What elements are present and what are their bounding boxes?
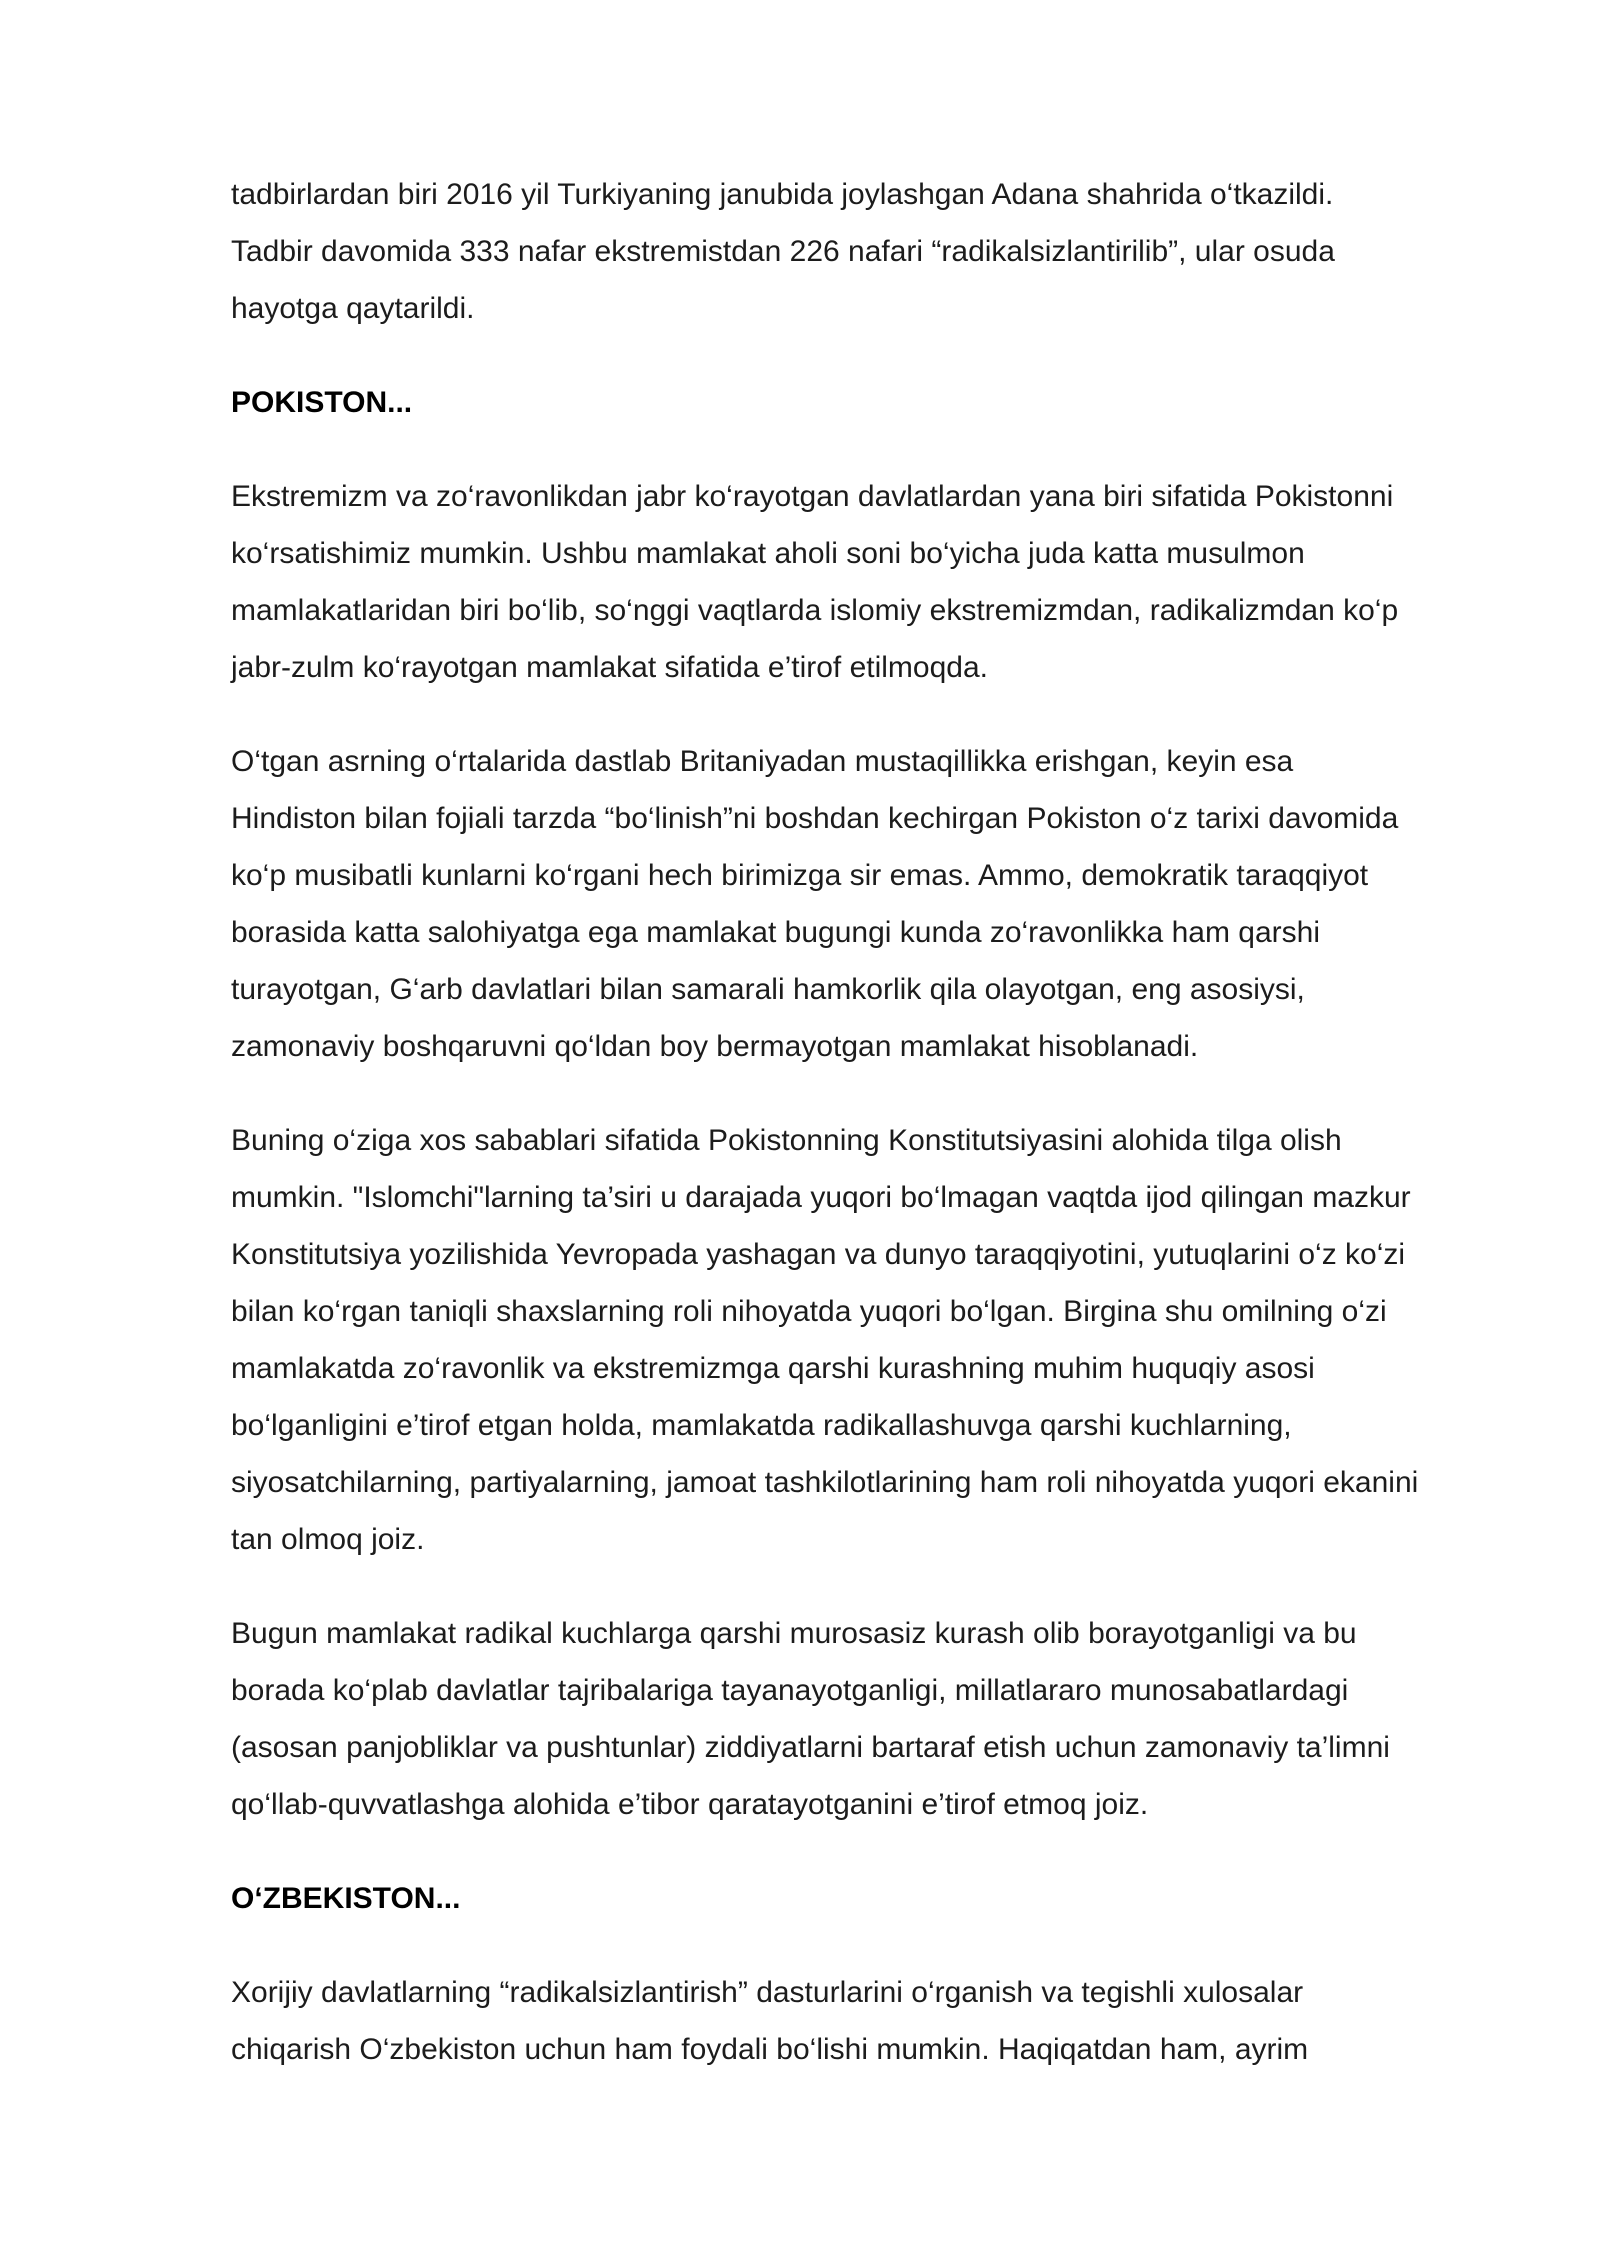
- paragraph-ozbekiston-intro: Xorijiy davlatlarning “radikalsizlantirish” dasturlarini o‘rganish va tegishli xulosalar chiqarish O‘zbekiston uchun ham foydali bo‘lishi mumkin. Haqiqatdan ham, ayrim: [231, 1976, 1309, 2066]
- paragraph-pokiston-history: O‘tgan asrning o‘rtalarida dastlab Britaniyadan mustaqillikka erishgan, keyin esa Hindiston bilan fojiali tarzda “bo‘linish”ni boshdan kechirgan Pokiston o‘z tarixi davomida ko‘p musibatli kunlarni ko‘rgani hech birimizga sir emas. Ammo, demokratik taraqqiyot borasida katta salohiyatga ega mamlakat bugungi kunda zo‘ravonlikka ham qarshi turayotgan, G‘arb davlatlari bilan samarali hamkorlik qila olayotgan, eng asosiysi, zamonaviy boshqaruvni qo‘ldan boy bermayotgan mamlakat hisoblanadi.: [231, 745, 1399, 1063]
- paragraph-pokiston-today: Bugun mamlakat radikal kuchlarga qarshi murosasiz kurash olib borayotganligi va bu borada ko‘plab davlatlar tajribalariga tayanayotganligi, millatlararo munosabatlardagi (asosan panjobliklar va pushtunlar) ziddiyatlarni bartaraf etish uchun zamonaviy ta’limni qo‘llab-quvvatlashga alohida e’tibor qaratayotganini e’tirof etmoq joiz.: [231, 1617, 1390, 1821]
- paragraph-pokiston-constitution: Buning o‘ziga xos sabablari sifatida Pokistonning Konstitutsiyasini alohida tilga olish mumkin. "Islomchi"larning ta’siri u darajada yuqori bo‘lmagan vaqtda ijod qilingan mazkur Konstitutsiya yozilishida Yevropada yashagan va dunyo taraqqiyotini, yutuqlarini o‘z ko‘zi bilan ko‘rgan taniqli shaxslarning roli nihoyatda yuqori bo‘lgan. Birgina shu omilning o‘zi mamlakatda zo‘ravonlik va ekstremizmga qarshi kurashning muhim huquqiy asosi bo‘lganligini e’tirof etgan holda, mamlakatda radikallashuvga qarshi kuchlarning, siyosatchilarning, partiyalarning, jamoat tashkilotlarining ham roli nihoyatda yuqori ekanini tan olmoq joiz.: [231, 1124, 1419, 1556]
- heading-ozbekiston: O‘ZBEKISTON...: [231, 1882, 461, 1915]
- paragraph-pokiston-intro: Ekstremizm va zo‘ravonlikdan jabr ko‘rayotgan davlatlardan yana biri sifatida Pokistonni ko‘rsatishimiz mumkin. Ushbu mamlakat aholi soni bo‘yicha juda katta musulmon mamlakatlaridan biri bo‘lib, so‘nggi vaqtlarda islomiy ekstremizmdan, radikalizmdan ko‘p jabr-zulm ko‘rayotgan mamlakat sifatida e’tirof etilmoqda.: [231, 480, 1399, 684]
- paragraph-turkey-adana: tadbirlardan biri 2016 yil Turkiyaning janubida joylashgan Adana shahrida o‘tkazildi. Tadbir davomida 333 nafar ekstremistdan 226 nafari “radikalsizlantirilib”, ular osuda hayotga qaytarildi.: [231, 178, 1335, 325]
- document-page: [231, 166, 1501, 2115]
- heading-pokiston: POKISTON...: [231, 386, 413, 419]
